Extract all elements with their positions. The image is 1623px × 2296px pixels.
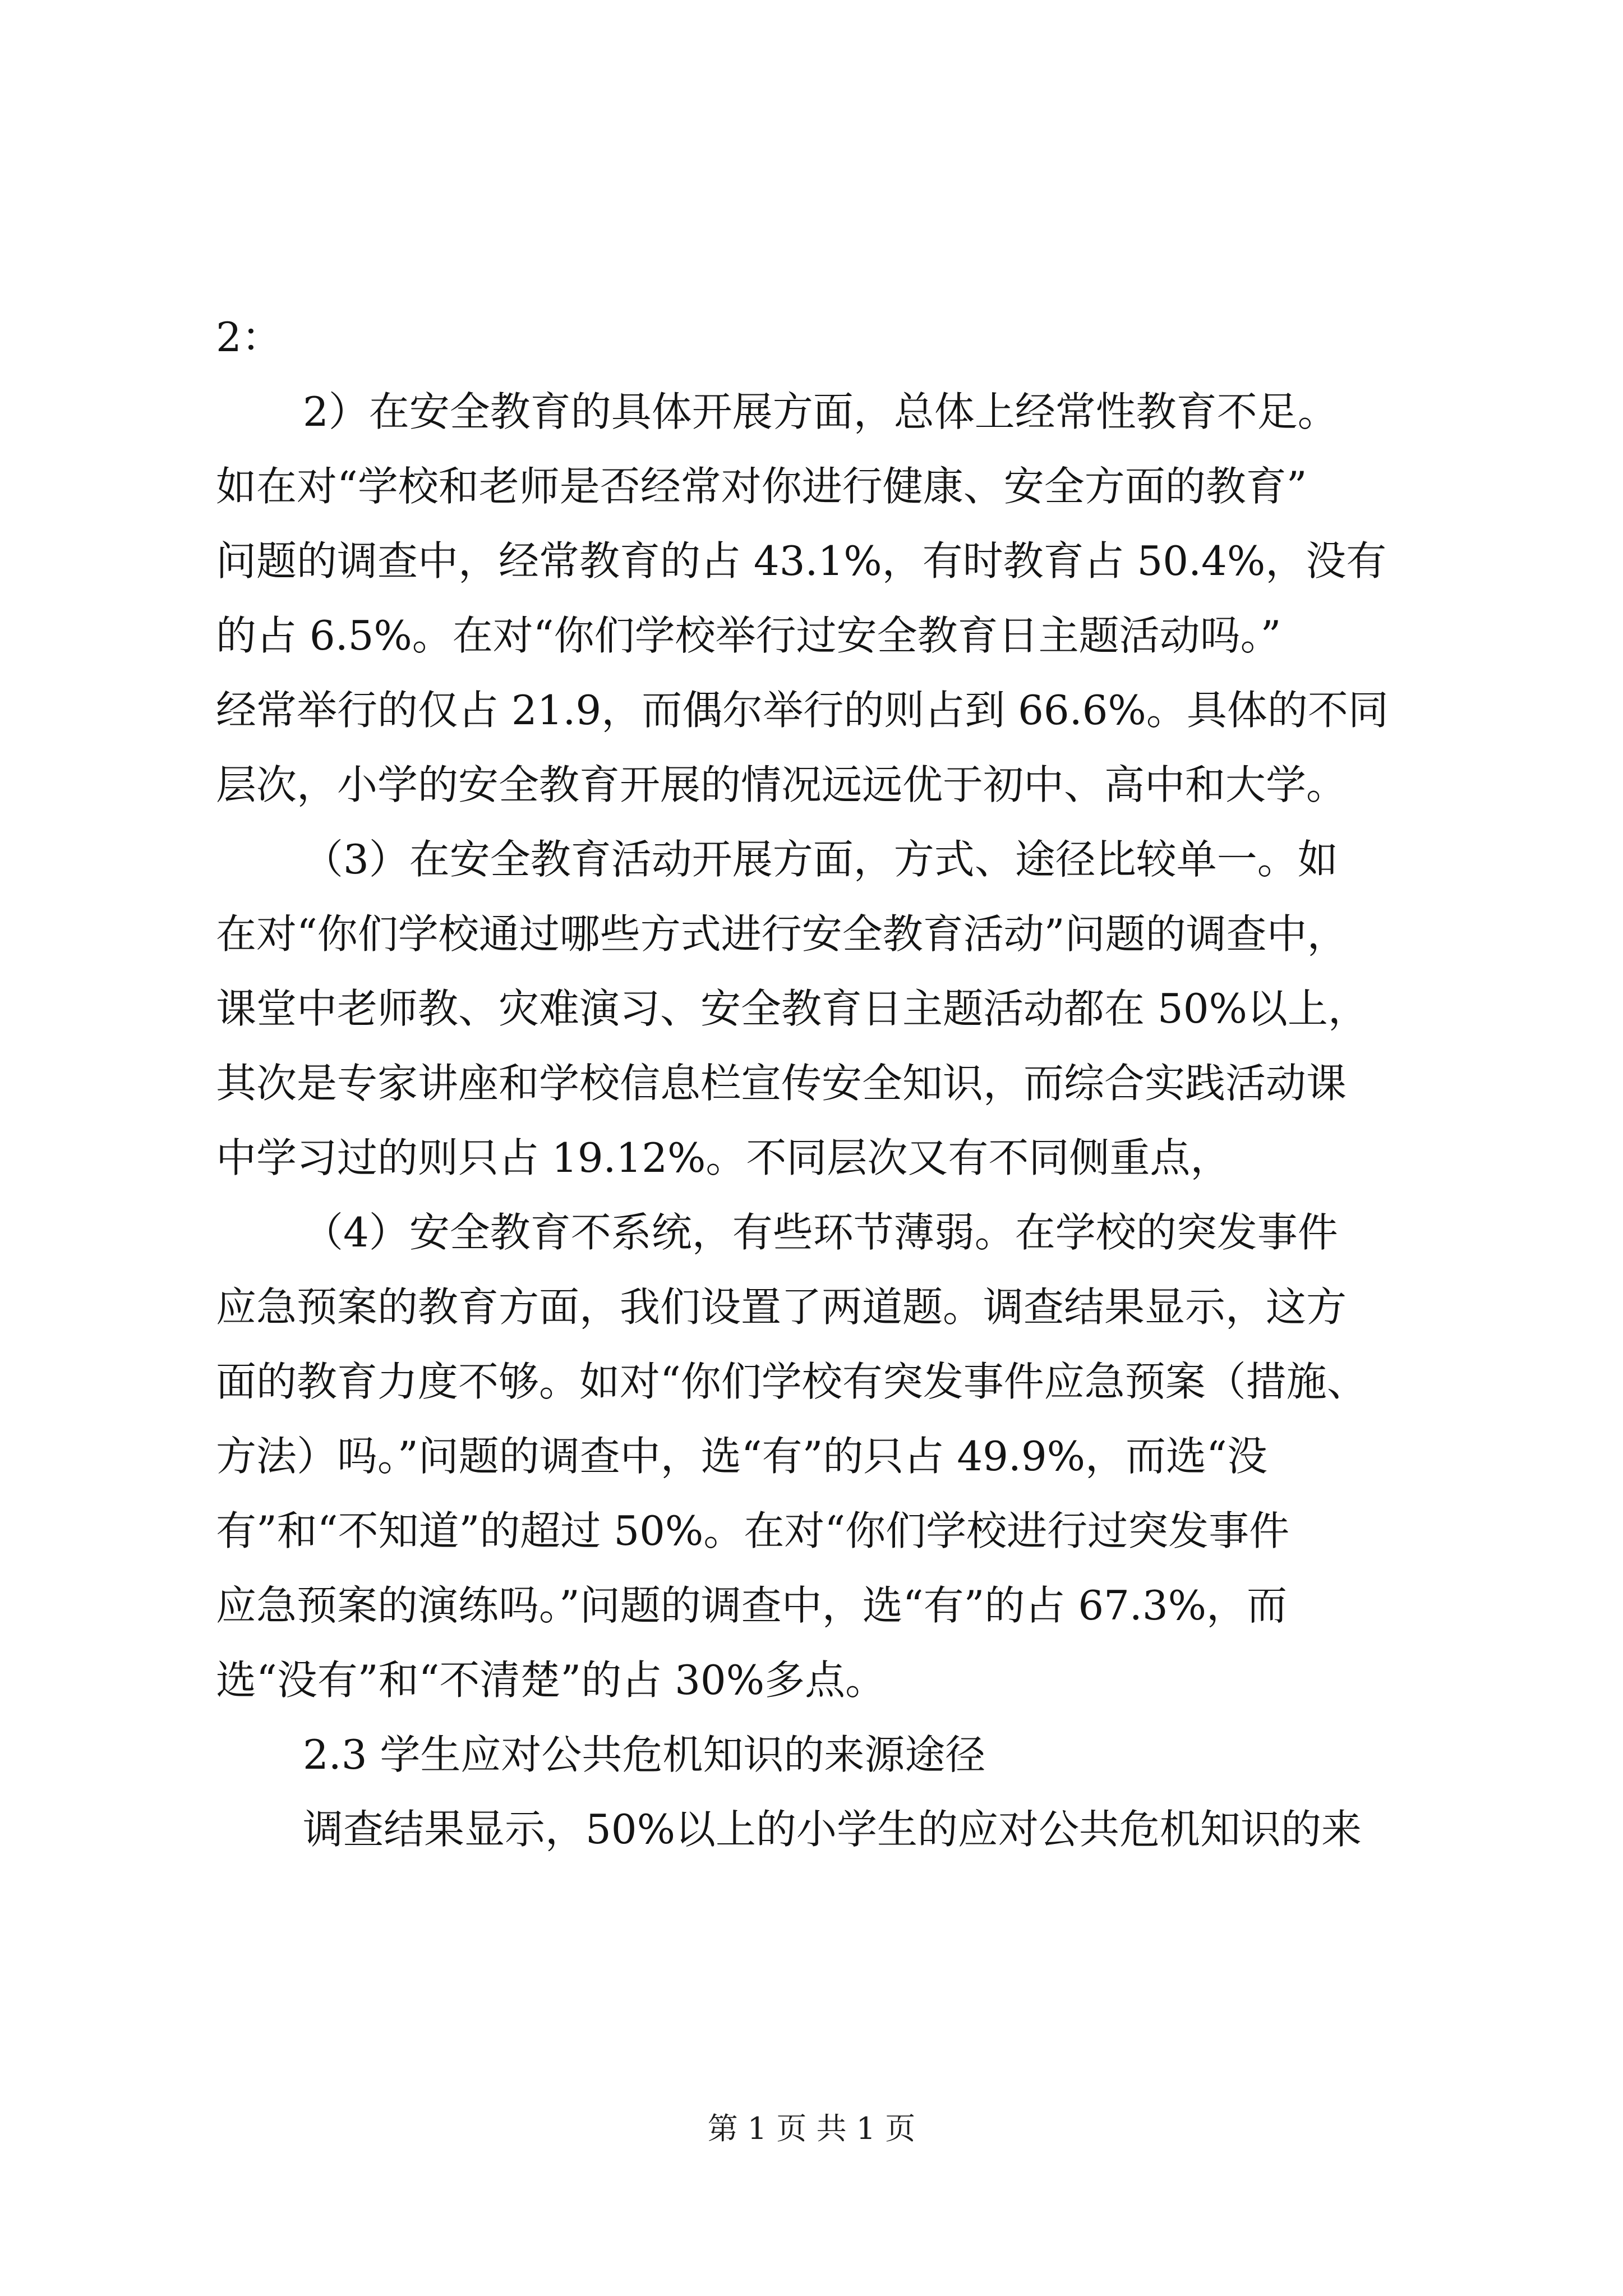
text-line-17: 有”和“不知道”的超过 50%。在对“你们学校进行过突发事件 <box>216 1507 1290 1554</box>
text-line-13: （4）安全教育不系统，有些环节薄弱。在学校的突发事件 <box>303 1209 1338 1256</box>
text-line-1: 2： <box>216 314 282 361</box>
text-line-10: 课堂中老师教、灾难演习、安全教育日主题活动都在 50%以上， <box>216 985 1368 1032</box>
text-line-5: 的占 6.5%。在对“你们学校举行过安全教育日主题活动吗。” <box>216 612 1281 659</box>
text-line-11: 其次是专家讲座和学校信息栏宣传安全知识，而综合实践活动课 <box>216 1060 1347 1107</box>
text-line-15: 面的教育力度不够。如对“你们学校有突发事件应急预案（措施、 <box>216 1358 1367 1405</box>
page-number-footer: 第 1 页 共 1 页 <box>707 2111 916 2146</box>
text-line-14: 应急预案的教育方面，我们设置了两道题。调查结果显示，这方 <box>216 1283 1347 1331</box>
text-line-16: 方法）吗。”问题的调查中，选“有”的只占 49.9%，而选“没 <box>216 1433 1267 1480</box>
text-line-3: 如在对“学校和老师是否经常对你进行健康、安全方面的教育” <box>216 463 1307 510</box>
text-line-6: 经常举行的仅占 21.9，而偶尔举行的则占到 66.6%。具体的不同 <box>216 687 1389 734</box>
text-line-21: 调查结果显示，50%以上的小学生的应对公共危机知识的来 <box>303 1806 1362 1853</box>
text-line-9: 在对“你们学校通过哪些方式进行安全教育活动”问题的调查中， <box>216 910 1348 958</box>
text-line-7: 层次，小学的安全教育开展的情况远远优于初中、高中和大学。 <box>216 761 1347 808</box>
text-line-19: 选“没有”和“不清楚”的占 30%多点。 <box>216 1657 886 1704</box>
section-heading: 2.3 学生应对公共危机知识的来源途径 <box>303 1731 986 1778</box>
text-line-2: 2）在安全教育的具体开展方面，总体上经常性教育不足。 <box>303 388 1338 435</box>
text-line-18: 应急预案的演练吗。”问题的调查中，选“有”的占 67.3%，而 <box>216 1582 1288 1629</box>
text-line-8: （3）在安全教育活动开展方面，方式、途径比较单一。如 <box>303 836 1338 883</box>
text-line-12: 中学习过的则只占 19.12%。不同层次又有不同侧重点， <box>216 1134 1231 1181</box>
text-line-4: 问题的调查中，经常教育的占 43.1%，有时教育占 50.4%，没有 <box>216 537 1387 585</box>
